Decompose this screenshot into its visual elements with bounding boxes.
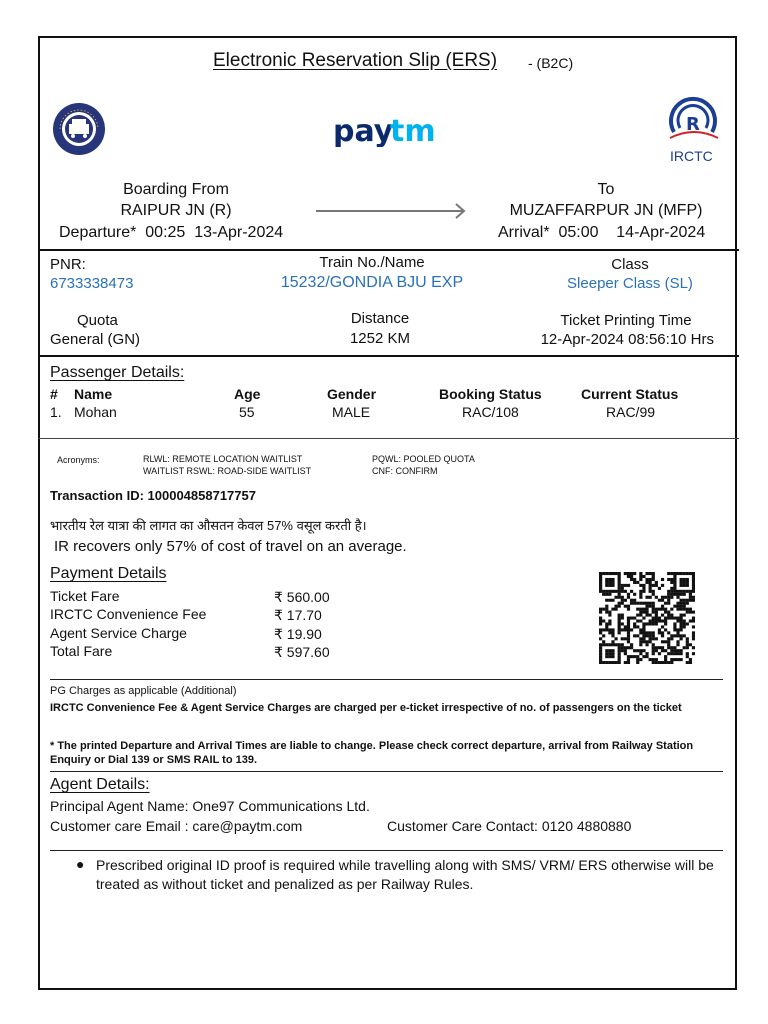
principal-agent-name: Principal Agent Name: One97 Communications Ltd. xyxy=(50,798,370,814)
english-cost-note: IR recovers only 57% of cost of travel on an average. xyxy=(54,538,407,555)
divider xyxy=(38,249,739,251)
svg-text:tm: tm xyxy=(390,114,436,147)
customer-care-contact: Customer Care Contact: 0120 4880880 xyxy=(387,818,632,834)
print-time-label: Ticket Printing Time xyxy=(560,312,692,329)
svg-text:R: R xyxy=(686,114,700,135)
boarding-from-label: Boarding From xyxy=(123,181,229,198)
acronyms-label: Acronyms: xyxy=(57,455,100,465)
passenger-booking-status: RAC/108 xyxy=(462,404,519,420)
passenger-current-status: RAC/99 xyxy=(606,404,656,420)
col-num: # xyxy=(50,386,58,402)
irctc-logo-text: IRCTC xyxy=(670,148,713,164)
hindi-cost-note: भारतीय रेल यात्रा की लागत का औसतन केवल 57% वसूल करती है। xyxy=(50,518,367,533)
passenger-age: 55 xyxy=(239,404,255,420)
convenience-fee-note: IRCTC Convenience Fee & Agent Service Charges are charged per e-ticket irrespective of no. of passengers on the ticket xyxy=(50,702,682,714)
convenience-fee-value: ₹ 17.70 xyxy=(274,607,322,623)
convenience-fee-label: IRCTC Convenience Fee xyxy=(50,606,207,622)
quota-value: General (GN) xyxy=(50,331,141,348)
pnr-value: 6733338473 xyxy=(50,275,134,292)
passenger-name: Mohan xyxy=(74,404,117,420)
divider xyxy=(50,771,723,772)
distance-value: 1252 KM xyxy=(349,330,411,347)
passenger-gender: MALE xyxy=(332,404,371,420)
timing-disclaimer: * The printed Departure and Arrival Times are liable to change. Please check correct departure, arrival from Railway Station Enquiry or Dial 139 or SMS RAIL to 139. xyxy=(50,740,694,766)
ers-slip xyxy=(38,36,737,990)
train-value: 15232/GONDIA BJU EXP xyxy=(280,274,464,291)
ticket-fare-value: ₹ 560.00 xyxy=(274,589,330,605)
passenger-details-heading: Passenger Details: xyxy=(50,364,185,381)
agent-details-heading: Agent Details: xyxy=(50,776,150,793)
arrival-time: Arrival* 05:00 14-Apr-2024 xyxy=(498,224,706,241)
page-title: Electronic Reservation Slip (ERS) xyxy=(213,50,498,71)
train-label: Train No./Name xyxy=(319,254,425,271)
acronym-cnf: CNF: CONFIRM xyxy=(372,466,438,476)
qr-code xyxy=(599,572,695,664)
passenger-num: 1. xyxy=(50,404,62,420)
departure-time: Departure* 00:25 13-Apr-2024 xyxy=(59,224,284,241)
irctc-logo xyxy=(664,96,724,164)
boarding-station: RAIPUR JN (R) xyxy=(120,202,232,219)
acronym-rswl: WAITLIST RSWL: ROAD-SIDE WAITLIST xyxy=(143,466,312,476)
divider xyxy=(38,355,739,357)
quota-label: Quota xyxy=(77,312,118,329)
acronym-pqwl: PQWL: POOLED QUOTA xyxy=(372,454,475,464)
to-label: To xyxy=(597,181,615,198)
divider xyxy=(50,679,723,680)
id-proof-note: Prescribed original ID proof is required while travelling along with SMS/ VRM/ ERS otherwise will be treated as without ticket and penalized as per Railway Rules. xyxy=(96,857,714,892)
total-fare-value: ₹ 597.60 xyxy=(274,644,330,660)
acronym-rlwl: RLWL: REMOTE LOCATION WAITLIST xyxy=(143,454,303,464)
distance-label: Distance xyxy=(350,310,410,327)
total-fare-label: Total Fare xyxy=(50,643,113,659)
ticket-fare-label: Ticket Fare xyxy=(50,588,120,604)
page-subtitle: - (B2C) xyxy=(528,55,574,71)
divider xyxy=(50,850,723,851)
col-age: Age xyxy=(234,386,261,402)
col-gender: Gender xyxy=(327,386,377,402)
bullet-icon: ● xyxy=(76,856,85,872)
pnr-label: PNR: xyxy=(50,256,86,273)
col-booking-status: Booking Status xyxy=(439,386,542,402)
class-value: Sleeper Class (SL) xyxy=(567,275,693,292)
svg-text:pay: pay xyxy=(333,114,394,147)
col-current-status: Current Status xyxy=(581,386,679,402)
divider xyxy=(38,438,739,439)
pg-charges-note: PG Charges as applicable (Additional) xyxy=(50,685,237,697)
indian-railways-logo xyxy=(52,102,106,156)
class-label: Class xyxy=(611,256,649,273)
col-name: Name xyxy=(74,386,113,402)
print-time-value: 12-Apr-2024 08:56:10 Hrs xyxy=(540,331,714,348)
agent-charge-label: Agent Service Charge xyxy=(50,625,187,641)
agent-charge-value: ₹ 19.90 xyxy=(274,626,322,642)
transaction-id: Transaction ID: 100004858717757 xyxy=(50,488,256,503)
destination-station: MUZAFFARPUR JN (MFP) xyxy=(509,202,703,219)
paytm-logo xyxy=(333,113,445,147)
customer-care-email: Customer care Email : care@paytm.com xyxy=(50,818,303,834)
arrow-right-icon xyxy=(316,202,468,220)
payment-details-heading: Payment Details xyxy=(50,565,167,582)
